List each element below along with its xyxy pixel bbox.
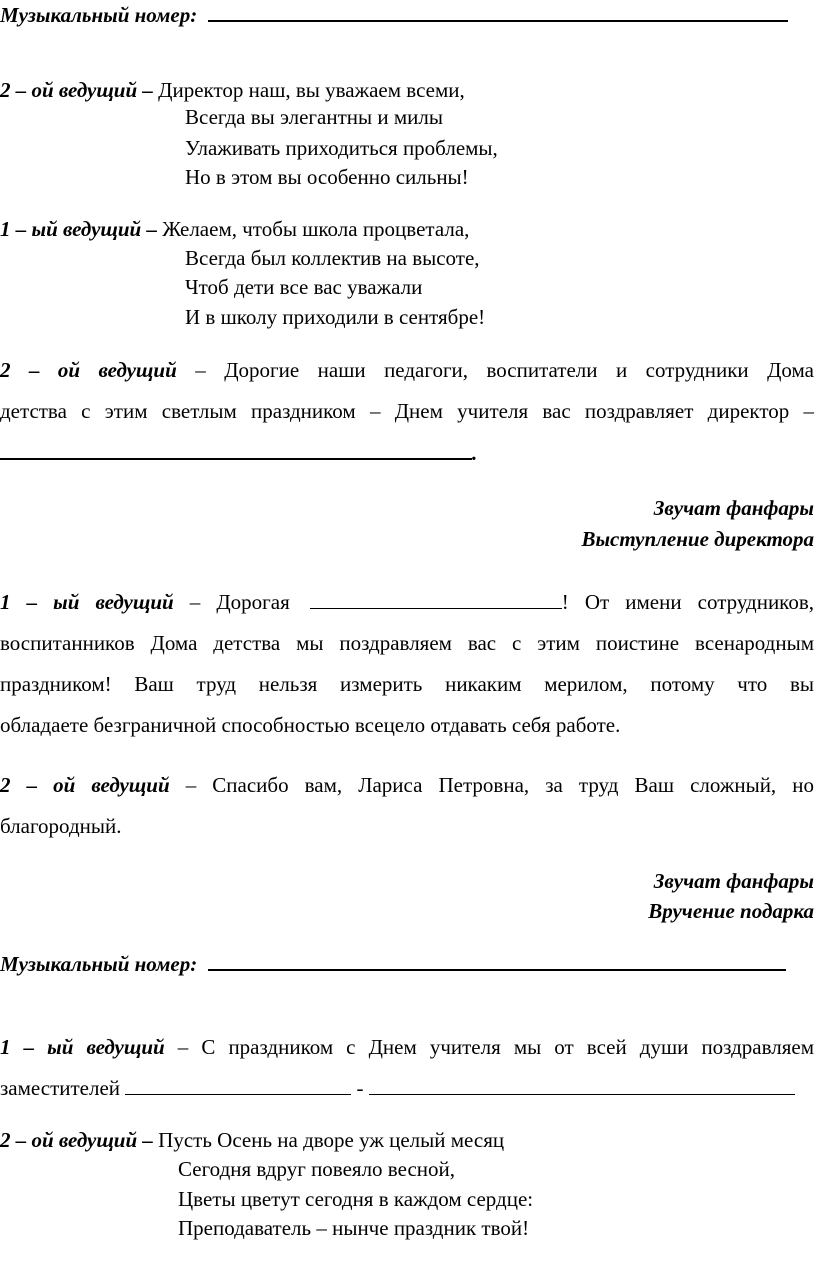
paragraph-line — [0, 358, 814, 383]
speaker-label: 1 – ый ведущий — [0, 217, 142, 241]
verse-line: Желаем, чтобы школа процветала, — [162, 217, 470, 241]
verse-line: Всегда был коллектив на высоте, — [185, 246, 480, 270]
paragraph-text: – Дорогая — [173, 590, 306, 614]
director-name-line — [0, 440, 477, 466]
deputy-name-blank-2[interactable] — [369, 1076, 795, 1095]
paragraph-text: - — [351, 1076, 369, 1100]
director-name-blank[interactable] — [0, 440, 472, 460]
deputy-name-blank[interactable] — [125, 1076, 351, 1095]
verse-line: Чтоб дети все вас уважали — [185, 275, 423, 299]
music-number-label: Музыкальный номер: — [0, 3, 198, 27]
paragraph-line — [0, 590, 814, 615]
paragraph-line: обладаете безграничной способностью всецело отдавать себя работе. — [0, 713, 621, 737]
speaker-dash: – — [141, 217, 163, 241]
stage-direction: Вручение подарка — [648, 899, 814, 923]
stage-direction: Выступление директора — [581, 527, 814, 551]
paragraph-text: ! От имени сотрудников, — [561, 590, 814, 614]
speaker-label: 2 – ой ведущий — [0, 1128, 138, 1152]
music-number-line — [0, 2, 788, 28]
verse-line: Цветы цветут сегодня в каждом сердце: — [178, 1187, 534, 1211]
paragraph-text: заместителей — [0, 1076, 126, 1100]
speaker-label: 1 – ый ведущий — [0, 590, 174, 614]
verse-line: Сегодня вдруг повеяло весной, — [178, 1157, 455, 1181]
music-number-blank[interactable] — [208, 2, 788, 22]
deputies-line — [0, 1076, 795, 1101]
paragraph-text: – Спасибо вам, Лариса Петровна, за труд Ваш сложный, но — [169, 773, 814, 797]
verse-line: Директор наш, вы уважаем всеми, — [158, 78, 465, 102]
paragraph-line: воспитанников Дома детства мы поздравляем вас с этим поистине всенародным — [0, 631, 814, 655]
verse-first-line — [0, 217, 469, 242]
paragraph-line: детства с этим светлым праздником – Днем учителя вас поздравляет директор – — [0, 399, 814, 423]
paragraph-line: праздником! Ваш труд нельзя измерить никаким мерилом, потому что вы — [0, 672, 814, 696]
speaker-dash: – — [137, 78, 159, 102]
recipient-name-blank[interactable] — [310, 590, 562, 609]
music-number-line — [0, 951, 786, 977]
speaker-label: 2 – ой ведущий — [0, 358, 177, 382]
paragraph-text: – Дорогие наши педагоги, воспитатели и сотрудники Дома — [176, 358, 814, 382]
verse-first-line — [0, 1128, 504, 1153]
stage-direction: Звучат фанфары — [653, 496, 814, 520]
speaker-label: 2 – ой ведущий — [0, 78, 138, 102]
music-number-blank[interactable] — [208, 951, 786, 971]
speaker-dash: – — [137, 1128, 159, 1152]
paragraph-line — [0, 1035, 814, 1060]
paragraph-line — [0, 773, 814, 798]
verse-line: Преподаватель – нынче праздник твой! — [178, 1216, 530, 1240]
speaker-label: 2 – ой ведущий — [0, 773, 170, 797]
stage-direction: Звучат фанфары — [653, 869, 814, 893]
verse-line: И в школу приходили в сентябре! — [185, 305, 486, 329]
verse-line: Всегда вы элегантны и милы — [185, 105, 443, 129]
verse-first-line — [0, 78, 465, 103]
paragraph-line: благородный. — [0, 814, 122, 838]
music-number-label: Музыкальный номер: — [0, 952, 198, 976]
verse-line: Улаживать приходиться проблемы, — [185, 136, 498, 160]
verse-line: Но в этом вы особенно сильны! — [185, 165, 469, 189]
speaker-label: 1 – ый ведущий — [0, 1035, 165, 1059]
paragraph-text: – С праздником с Днем учителя мы от всей души поздравляем — [164, 1035, 814, 1059]
verse-line: Пусть Осень на дворе уж целый месяц — [158, 1128, 505, 1152]
paragraph-period: . — [472, 441, 478, 465]
